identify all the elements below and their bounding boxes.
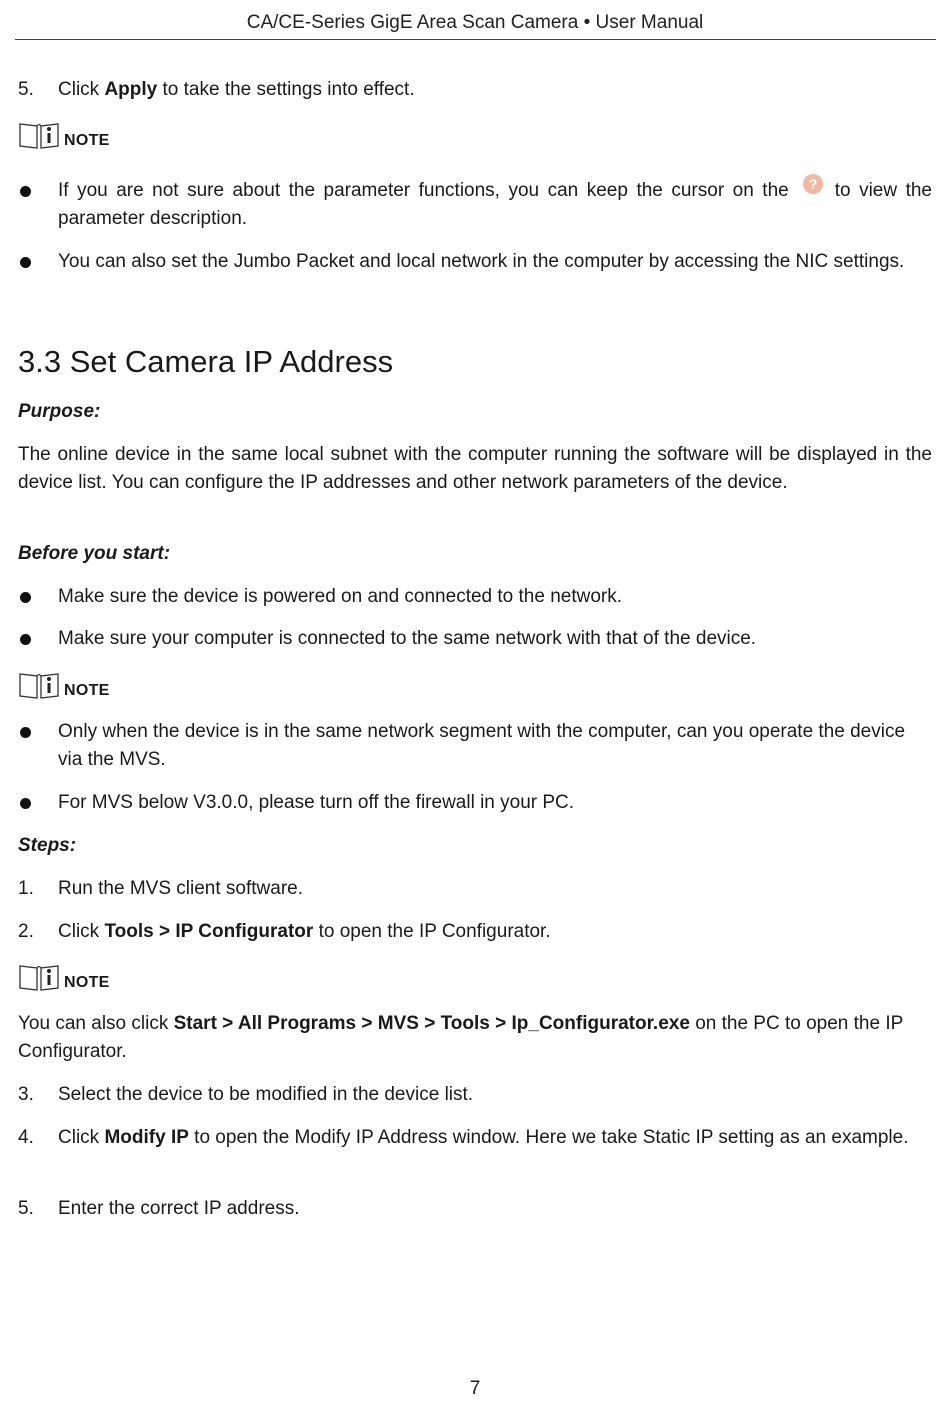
step-number: 3.	[18, 1084, 34, 1105]
note-label: NOTE	[64, 132, 110, 149]
note-bullet-same-segment: Only when the device is in the same network segment with the computer, can you operate the device via the MVS.	[18, 718, 932, 774]
note-bullet-parameter-description: If you are not sure about the parameter functions, you can keep the cursor on the ? to view the parameter description.	[18, 177, 932, 233]
step-number: 4.	[18, 1127, 34, 1148]
bullet-dot	[20, 592, 31, 603]
note-marker	[18, 670, 118, 704]
bullet-dot	[20, 634, 31, 645]
note-start-menu-path: You can also click Start > All Programs > MVS > Tools > Ip_Configurator.exe on the PC to open the IP Configurator.	[18, 1013, 903, 1062]
running-header: CA/CE-Series GigE Area Scan Camera • User Manual	[246, 12, 704, 33]
before-bullet-powered: Make sure the device is powered on and connected to the network.	[18, 583, 932, 611]
step-5-apply: 5. Click Apply to take the settings into effect.	[18, 76, 932, 104]
note-bullet-firewall: For MVS below V3.0.0, please turn off the firewall in your PC.	[18, 789, 932, 817]
note-marker	[18, 962, 118, 996]
svg-text:?: ?	[808, 176, 817, 192]
apply-label: Apply	[104, 79, 158, 100]
step-number: 5.	[18, 79, 34, 100]
modify-ip-label: Modify IP	[104, 1127, 189, 1148]
start-menu-path: Start > All Programs > MVS > Tools > Ip_Configurator.exe	[173, 1013, 690, 1034]
bullet-dot	[20, 798, 31, 809]
before-you-start-label: Before you start:	[18, 543, 171, 564]
step-number: 2.	[18, 921, 34, 942]
page-number: 7	[469, 1378, 481, 1399]
steps-label: Steps:	[18, 835, 77, 856]
section-heading: 3.3 Set Camera IP Address	[18, 344, 394, 379]
note-bullet-jumbo-packet: You can also set the Jumbo Packet and local network in the computer by accessing the NIC settings.	[18, 248, 932, 276]
bullet-dot	[20, 727, 31, 738]
step-4: 4. Click Modify IP to open the Modify IP Address window. Here we take Static IP setting as an example.	[18, 1124, 932, 1152]
note-marker	[18, 120, 118, 154]
book-info-icon	[18, 670, 60, 700]
step-1: 1. Run the MVS client software.	[18, 875, 932, 903]
book-info-icon	[18, 120, 60, 150]
step-2: 2. Click Tools > IP Configurator to open the IP Configurator.	[18, 918, 932, 946]
note-label: NOTE	[64, 974, 110, 991]
bullet-dot	[20, 257, 31, 268]
purpose-label: Purpose:	[18, 401, 101, 422]
help-question-icon	[799, 171, 827, 199]
bullet-dot	[20, 186, 31, 197]
book-info-icon	[18, 962, 60, 992]
step-3: 3. Select the device to be modified in the device list.	[18, 1081, 932, 1109]
purpose-text: The online device in the same local subnet with the computer running the software will be displayed in the device list. You can configure the IP addresses and other network parameters of the device.	[18, 444, 932, 493]
step-number: 5.	[18, 1198, 34, 1219]
header-divider	[15, 39, 936, 40]
step-number: 1.	[18, 878, 34, 899]
step-5: 5. Enter the correct IP address.	[18, 1195, 932, 1223]
before-bullet-network: Make sure your computer is connected to the same network with that of the device.	[18, 625, 932, 653]
note-label: NOTE	[64, 682, 110, 699]
tools-ip-configurator-path: Tools > IP Configurator	[104, 921, 314, 942]
